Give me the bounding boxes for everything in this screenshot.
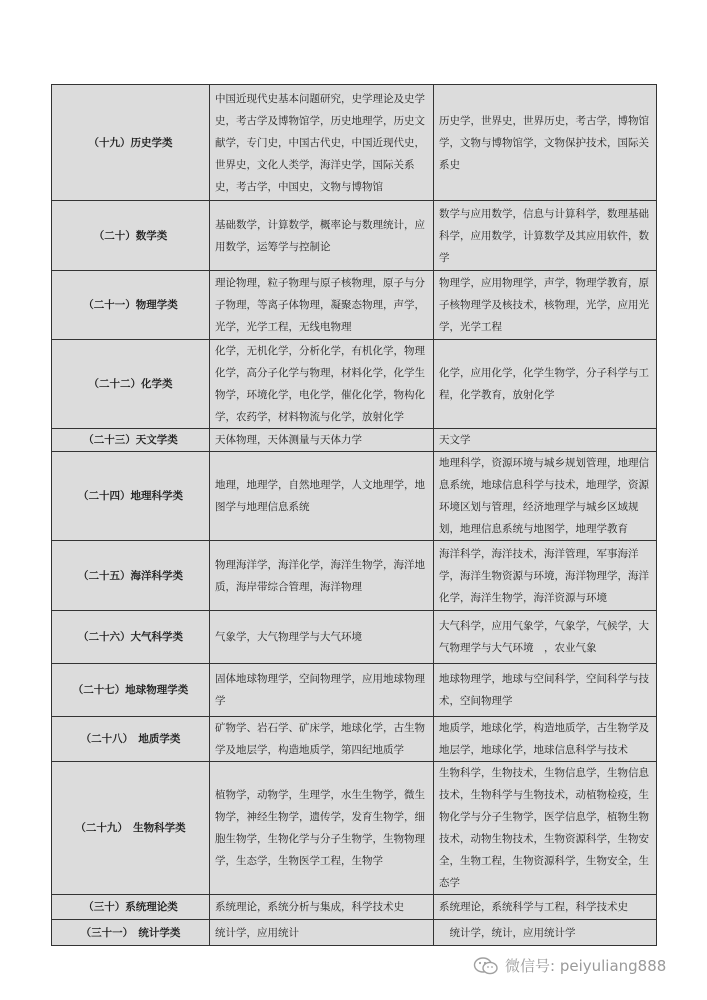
undergraduate-majors-cell: 物理学，应用物理学，声学，物理学教育，原子核物理学及核技术，核物理，光学，应用光学，光学工程 bbox=[434, 271, 657, 340]
table-row bbox=[52, 717, 657, 762]
graduate-majors-cell: 矿物学、岩石学、矿床学，地球化学，古生物学及地层学，构造地质学，第四纪地质学 bbox=[210, 717, 434, 762]
table-row bbox=[52, 920, 657, 946]
graduate-majors-cell: 中国近现代史基本问题研究，史学理论及史学史，考古学及博物馆学，历史地理学，历史文献学，专门史，中国古代史，中国近现代史，世界史，文化人类学，海洋史学，国际关系史，考古学，中国史，文物与博物馆 bbox=[210, 85, 434, 201]
undergraduate-majors-cell: 天文学 bbox=[434, 429, 657, 452]
undergraduate-majors-cell: 地理科学，资源环境与城乡规划管理，地理信息系统，地球信息科学与技术，地理学，资源环境区划与管理，经济地理学与城乡区域规划，地理信息系统与地图学，地理学教育 bbox=[434, 452, 657, 541]
major-catalog-table bbox=[51, 84, 657, 946]
graduate-majors-cell: 系统理论，系统分析与集成，科学技术史 bbox=[210, 895, 434, 920]
category-cell: （二十）数学类 bbox=[52, 201, 210, 271]
graduate-majors-cell: 固体地球物理学，空间物理学，应用地球物理学 bbox=[210, 664, 434, 717]
undergraduate-majors-cell: 大气科学，应用气象学，气象学，气候学，大气物理学与大气环境 ，农业气象 bbox=[434, 611, 657, 664]
wechat-icon bbox=[473, 956, 499, 976]
undergraduate-majors-cell: 化学，应用化学，化学生物学，分子科学与工程，化学教育，放射化学 bbox=[434, 340, 657, 429]
table-row bbox=[52, 611, 657, 664]
category-cell: （二十九） 生物科学类 bbox=[52, 762, 210, 895]
category-cell: （三十）系统理论类 bbox=[52, 895, 210, 920]
category-cell: （十九）历史学类 bbox=[52, 85, 210, 201]
table-row bbox=[52, 895, 657, 920]
undergraduate-majors-cell: 生物科学，生物技术，生物信息学，生物信息技术，生物科学与生物技术，动植物检疫，生物化学与分子生物学，医学信息学，植物生物技术，动物生物技术，生物资源科学，生物安全，生物工程，生物资源科学，生物安全，生态学 bbox=[434, 762, 657, 895]
table-row bbox=[52, 541, 657, 611]
table-row bbox=[52, 762, 657, 895]
graduate-majors-cell: 理论物理，粒子物理与原子核物理，原子与分子物理，等离子体物理，凝聚态物理，声学，光学，光学工程，无线电物理 bbox=[210, 271, 434, 340]
graduate-majors-cell: 天体物理，天体测量与天体力学 bbox=[210, 429, 434, 452]
graduate-majors-cell: 气象学，大气物理学与大气环境 bbox=[210, 611, 434, 664]
table-row bbox=[52, 664, 657, 717]
undergraduate-majors-cell: 数学与应用数学，信息与计算科学，数理基础科学，应用数学，计算数学及其应用软件，数学 bbox=[434, 201, 657, 271]
graduate-majors-cell: 统计学，应用统计 bbox=[210, 920, 434, 946]
category-cell: （二十三）天文学类 bbox=[52, 429, 210, 452]
watermark-text: 微信号: peiyuliang888 bbox=[505, 957, 667, 975]
graduate-majors-cell: 基础数学，计算数学，概率论与数理统计，应用数学，运筹学与控制论 bbox=[210, 201, 434, 271]
category-cell: （二十八） 地质学类 bbox=[52, 717, 210, 762]
table-row bbox=[52, 452, 657, 541]
table-row bbox=[52, 271, 657, 340]
undergraduate-majors-cell: 海洋科学，海洋技术，海洋管理，军事海洋学，海洋生物资源与环境，海洋物理学，海洋化学，海洋生物学，海洋资源与环境 bbox=[434, 541, 657, 611]
category-cell: （三十一） 统计学类 bbox=[52, 920, 210, 946]
category-cell: （二十一）物理学类 bbox=[52, 271, 210, 340]
table-row bbox=[52, 201, 657, 271]
table-row bbox=[52, 85, 657, 201]
graduate-majors-cell: 化学，无机化学，分析化学，有机化学，物理化学，高分子化学与物理，材料化学，化学生物学，环境化学，电化学，催化化学，物构化学，农药学，材料物流与化学，放射化学 bbox=[210, 340, 434, 429]
undergraduate-majors-cell: 地质学，地球化学，构造地质学，古生物学及地层学，地球化学，地球信息科学与技术 bbox=[434, 717, 657, 762]
undergraduate-majors-cell: 地球物理学，地球与空间科学，空间科学与技术，空间物理学 bbox=[434, 664, 657, 717]
category-cell: （二十七）地球物理学类 bbox=[52, 664, 210, 717]
category-cell: （二十五）海洋科学类 bbox=[52, 541, 210, 611]
table-row bbox=[52, 340, 657, 429]
undergraduate-majors-cell: 系统理论，系统科学与工程，科学技术史 bbox=[434, 895, 657, 920]
category-cell: （二十六）大气科学类 bbox=[52, 611, 210, 664]
category-cell: （二十二）化学类 bbox=[52, 340, 210, 429]
graduate-majors-cell: 植物学，动物学，生理学，水生生物学，微生物学，神经生物学，遗传学，发育生物学，细胞生物学，生物化学与分子生物学，生物物理学，生态学，生物医学工程，生物学 bbox=[210, 762, 434, 895]
undergraduate-majors-cell: 历史学，世界史，世界历史，考古学，博物馆学，文物与博物馆学，文物保护技术，国际关系史 bbox=[434, 85, 657, 201]
graduate-majors-cell: 物理海洋学，海洋化学，海洋生物学，海洋地质，海岸带综合管理，海洋物理 bbox=[210, 541, 434, 611]
undergraduate-majors-cell: 统计学，统计，应用统计学 bbox=[434, 920, 657, 946]
graduate-majors-cell: 地理，地理学，自然地理学，人文地理学，地图学与地理信息系统 bbox=[210, 452, 434, 541]
wechat-watermark bbox=[473, 955, 666, 976]
category-cell: （二十四）地理科学类 bbox=[52, 452, 210, 541]
table-row bbox=[52, 429, 657, 452]
